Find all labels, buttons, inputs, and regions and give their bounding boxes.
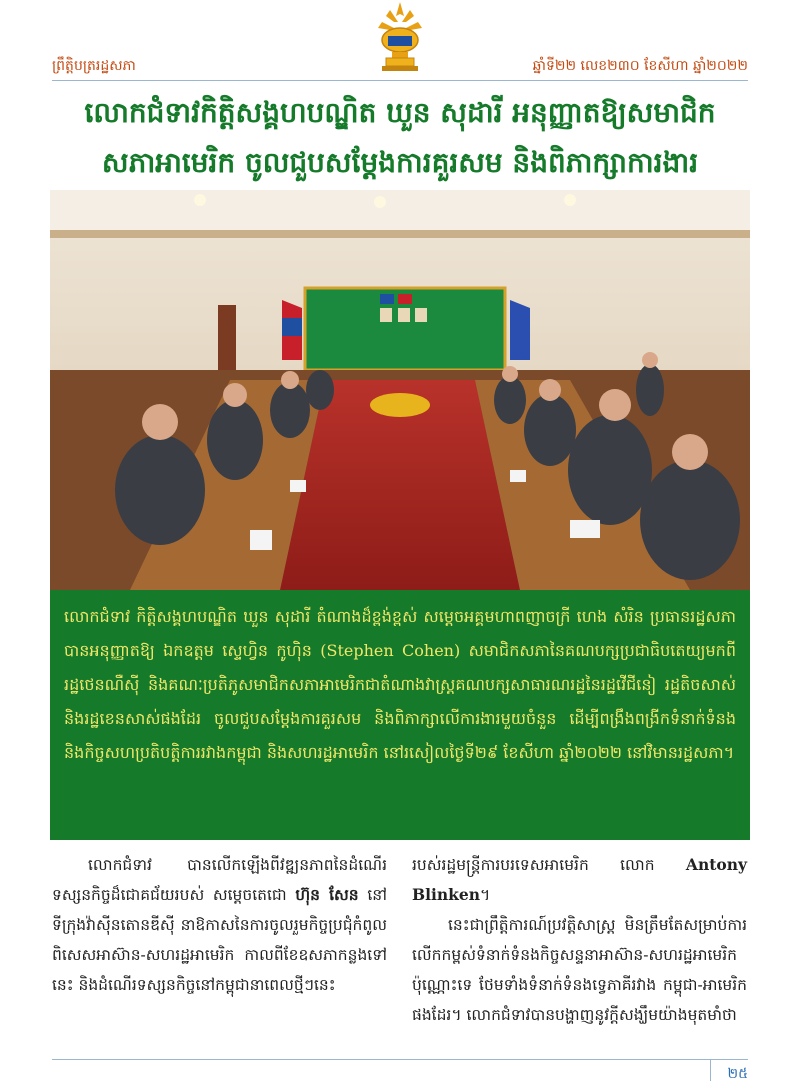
title-line-2: សភាអាមេរិក ចូលជួបសម្តែងការគួរសម និងពិភាក្សាការងារ — [101, 146, 699, 179]
header-divider — [52, 80, 748, 81]
body-left-text-1: លោកជំទាវ បានលើកឡើងពីវឌ្ឍនភាពនៃដំណើរទស្សនកិច្ចដ៏ជោគជ័យរបស់ សម្តេចតេជោ — [52, 856, 387, 904]
page-number: ២៥ — [727, 1066, 748, 1082]
body-right-text-1-end: ។ — [480, 886, 491, 904]
footer-divider — [52, 1059, 748, 1060]
title-line-1: លោកជំទាវកិត្តិសង្គហបណ្ឌិត ឃួន សុដារី អនុញ្ញាតឱ្យសមាជិក — [84, 96, 716, 129]
header-section-label: ព្រឹត្តិបត្ររដ្ឋសភា — [52, 58, 136, 74]
footer-tick — [710, 1059, 711, 1081]
photo-caption: លោកជំទាវ កិត្តិសង្គហបណ្ឌិត ឃួន សុដារី តំណាងដ៏ខ្ពង់ខ្ពស់ សម្តេចអគ្គមហាពញាចក្រី ហេង សំរិន ប្រធានរដ្ឋសភា បានអនុញ្ញាតឱ្យ ឯកឧត្តម ស្ទេហ្វិន កូហ៊ិន (Stephen Cohen) សមាជិកសភានៃគណបក្សប្រជាធិបតេយ្យមកពីរដ្ឋថេនណឺស៊ី និងគណៈប្រតិភូសមាជិកសភាអាមេរិកជាតំណាងវាស្រ្តគណបក្សសាធារណរដ្ឋនៃរដ្ឋវើជីនៀ រដ្ឋតិចសាស់ និងរដ្ឋខេនសាស់ផងដែរ ចូលជួបសម្តែងការគួរសម និងពិភាក្សាលើការងារមួយចំនួន ដើម្បីពង្រឹងពង្រីកទំនាក់ទំនង និងកិច្ចសហប្រតិបត្តិការរវាងកម្ពុជា និងសហរដ្ឋអាមេរិក នៅរសៀលថ្ងៃទី២៩ ខែសីហា ឆ្នាំ២០២២ នៅវិមានរដ្ឋសភា។ — [50, 590, 750, 840]
body-right-paragraph-2: នេះជាព្រឹត្តិការណ៍ប្រវត្តិសាស្រ្ត មិនត្រឹមតែសម្រាប់ការលើកកម្ពស់ទំនាក់ទំនងកិច្ចសន្ទនាអាស៊ាន-សហរដ្ឋអាមេរិកប៉ុណ្ណោះទេ ថែមទាំងទំនាក់ទំនងទ្វេភាគីរវាង កម្ពុជា-អាមេរិកផងដែរ។ លោកជំទាវបានបង្ហាញនូវក្តីសង្ឃឹមយ៉ាងមុតមាំថា — [412, 916, 747, 1024]
body-left-text-2: នៅទីក្រុងវ៉ាស៊ីនតោនឌីស៊ី នាឱកាសនៃការចូលរួមកិច្ចប្រជុំកំពូលពិសេសអាស៊ាន-សហរដ្ឋអាមេរិក កាលពីខែឧសភាកន្លងទៅនេះ និងដំណើរទស្សនកិច្ចនៅកម្ពុជានាពេលថ្មីៗនេះ — [52, 886, 387, 994]
body-right-paragraph-1 — [412, 856, 747, 904]
body-right-text-1: របស់រដ្ឋមន្ត្រីការបរទេសអាមេរិក លោក — [412, 856, 655, 874]
parliament-emblem-logo — [370, 0, 430, 74]
body-left-paragraph — [52, 850, 387, 1000]
body-column-right — [412, 850, 747, 1030]
meeting-photo — [50, 190, 750, 590]
body-left-bold-name: ហ៊ុន សែន — [295, 885, 359, 904]
header-issue-label: ឆ្នាំទី២២ លេខ២៣០ ខែសីហា ឆ្នាំ២០២២ — [532, 58, 748, 74]
body-right-bold-name: Antony Blinken — [412, 855, 747, 904]
body-column-left — [52, 850, 387, 1000]
article-title — [50, 88, 750, 188]
